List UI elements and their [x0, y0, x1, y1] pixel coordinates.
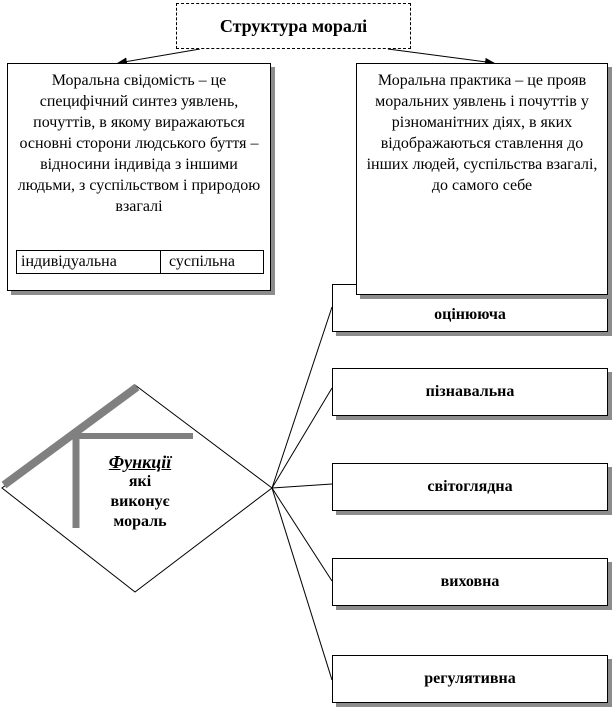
type-individual: індивідуальна [17, 251, 161, 273]
function-box-educational [332, 558, 608, 606]
link-function-2 [272, 388, 332, 488]
consciousness-types-table [16, 250, 264, 274]
function-label: регулятивна [424, 670, 516, 687]
moral-consciousness-text: Моральна свідомість – це специфічний синтез уявлень, почуттів, в якому виражаються основні сторони людського буття – відносини індивіда з іншими людьми, з суспільством і природою взагалі [17, 72, 261, 215]
moral-practice-block [356, 63, 608, 295]
function-label: виховна [440, 573, 500, 590]
function-box-worldview [332, 463, 608, 511]
diamond-label-morality: мораль [113, 513, 167, 530]
diagram-title: Структура моралі [219, 15, 368, 36]
diamond-label [88, 452, 192, 532]
arrow-to-left-block [118, 49, 200, 63]
function-label: оцінююча [434, 306, 506, 323]
link-function-1 [272, 307, 332, 488]
moral-practice-text: Моральна практика – це прояв моральних уявлень і почуттів у різноманітних діях, в яких відображаються ставлення до інших людей, суспільства взагалі, до самого себе [366, 72, 598, 194]
function-label: пізнавальна [425, 383, 515, 400]
function-box-regulative [332, 655, 608, 703]
link-function-3 [272, 484, 332, 488]
link-function-5 [272, 488, 332, 680]
diagram-title-box [176, 3, 411, 49]
diamond-label-functions: Функції [108, 452, 172, 472]
diamond-label-which: які [128, 473, 152, 490]
link-function-4 [272, 488, 332, 581]
function-box-cognitive [332, 368, 608, 416]
arrow-to-right-block [388, 49, 494, 63]
diamond-label-performs: виконує [110, 493, 170, 510]
moral-consciousness-block [7, 63, 271, 291]
type-social: суспільна [169, 253, 235, 270]
function-label: світоглядна [427, 478, 513, 495]
